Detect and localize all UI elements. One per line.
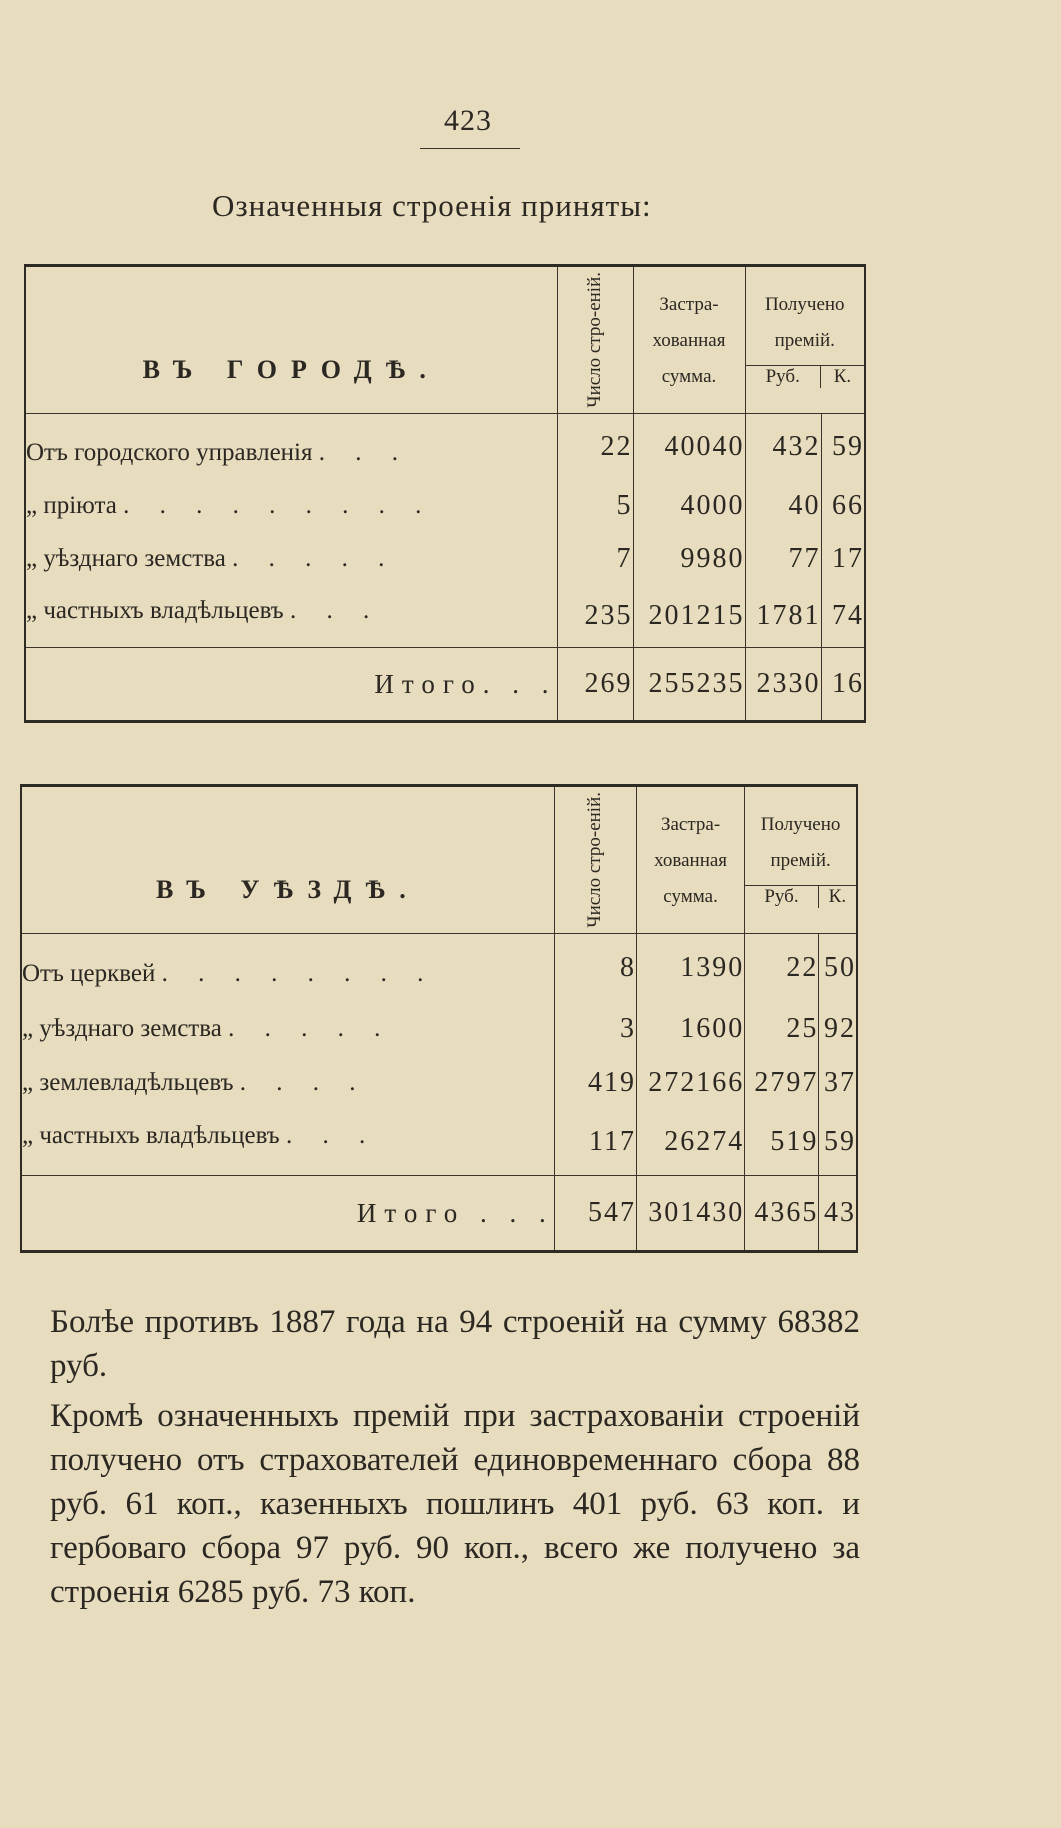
kop-cell: 50 <box>819 934 857 1002</box>
kop-cell: 92 <box>819 1002 857 1056</box>
header-count: Число стро-еній. <box>584 272 605 408</box>
row-dots: . . . <box>318 438 410 466</box>
count-cell: 117 <box>554 1110 636 1176</box>
header-kop: К. <box>818 886 856 908</box>
row-label: „ частныхъ владѣльцевъ <box>26 597 284 625</box>
kop-cell: 59 <box>819 1110 857 1176</box>
count-cell: 7 <box>557 532 633 586</box>
row-label: Отъ церквей <box>22 959 156 987</box>
table-row <box>25 586 865 648</box>
table-row <box>25 480 865 532</box>
row-label: Отъ городского управленія <box>26 438 313 466</box>
sum-cell: 4000 <box>633 480 745 532</box>
table-row <box>21 1002 857 1056</box>
header-sum-cell <box>633 266 745 414</box>
row-dots: . . . . <box>239 1068 368 1096</box>
county-section-title-cell <box>21 786 554 934</box>
header-premiums-cell <box>745 266 865 414</box>
total-row <box>25 648 865 722</box>
table-row <box>21 1110 857 1176</box>
sum-cell: 26274 <box>636 1110 744 1176</box>
county-table <box>20 784 858 1253</box>
rub-cell: 25 <box>745 1002 819 1056</box>
total-row <box>21 1176 857 1252</box>
kop-cell: 74 <box>821 586 865 648</box>
kop-cell: 37 <box>819 1056 857 1110</box>
count-cell: 235 <box>557 586 633 648</box>
row-dots: . . . . . . . . <box>161 959 436 987</box>
kop-cell: 17 <box>821 532 865 586</box>
total-kop: 16 <box>821 648 865 722</box>
header-rub: Руб. <box>764 886 799 907</box>
row-label: „ частныхъ владѣльцевъ <box>22 1122 280 1150</box>
count-cell: 8 <box>554 934 636 1002</box>
row-dots: . . . <box>290 597 382 625</box>
header-premiums: Получено премій. <box>764 294 845 351</box>
sum-cell: 272166 <box>636 1056 744 1110</box>
count-cell: 3 <box>554 1002 636 1056</box>
rub-cell: 77 <box>745 532 821 586</box>
sum-cell: 9980 <box>633 532 745 586</box>
rub-cell: 22 <box>745 934 819 1002</box>
intro-line: Означенныя строенія приняты: <box>212 188 652 223</box>
county-section-title: ВЪ УѢЗДѢ. <box>156 875 420 904</box>
total-sum: 301430 <box>636 1176 744 1252</box>
row-label: „ уѣзднаго земства <box>22 1014 222 1042</box>
city-section-title: ВЪ ГОРОДѢ. <box>142 355 440 384</box>
header-count-cell <box>557 266 633 414</box>
header-premiums: Получено премій. <box>760 814 841 871</box>
header-premiums-cell <box>745 786 857 934</box>
page-number: 423 <box>444 104 492 137</box>
count-cell: 5 <box>557 480 633 532</box>
total-label: Итого . . . <box>21 1176 554 1252</box>
rub-cell: 432 <box>745 414 821 480</box>
row-label: „ уѣзднаго земства <box>26 544 226 572</box>
row-dots: . . . . . <box>228 1014 393 1042</box>
page-number-rule <box>420 148 520 149</box>
count-cell: 419 <box>554 1056 636 1110</box>
rub-cell: 40 <box>745 480 821 532</box>
total-kop: 43 <box>819 1176 857 1252</box>
sum-cell: 1390 <box>636 934 744 1002</box>
header-count-cell <box>554 786 636 934</box>
table-row <box>21 934 857 1002</box>
row-dots: . . . <box>286 1122 378 1150</box>
sum-cell: 40040 <box>633 414 745 480</box>
total-label: Итого. . . <box>25 648 557 722</box>
rub-cell: 519 <box>745 1110 819 1176</box>
rub-cell: 1781 <box>745 586 821 648</box>
header-sum-cell <box>636 786 744 934</box>
header-count: Число стро-еній. <box>584 792 606 928</box>
header-kop: К. <box>820 366 864 388</box>
paragraph-2: Кромѣ означенныхъ премій при застрахованіи строеній получено отъ страхователей единовременнаго сбора 88 руб. 61 коп., казенныхъ пошлинъ 401 руб. 63 коп. и гербоваго сбора 97 руб. 90 коп., всего же получено за строенія 6285 руб. 73 коп. <box>50 1398 860 1610</box>
row-dots: . . . . . . . . . <box>123 491 434 519</box>
total-count: 269 <box>557 648 633 722</box>
total-rub: 4365 <box>745 1176 819 1252</box>
table-row <box>25 532 865 586</box>
row-label: „ землевладѣльцевъ <box>22 1068 234 1096</box>
count-cell: 22 <box>557 414 633 480</box>
sum-cell: 1600 <box>636 1002 744 1056</box>
sum-cell: 201215 <box>633 586 745 648</box>
header-insured-sum: Застра-хованная сумма. <box>652 294 726 387</box>
rub-cell: 2797 <box>745 1056 819 1110</box>
header-insured-sum: Застра-хованная сумма. <box>654 814 728 907</box>
total-count: 547 <box>554 1176 636 1252</box>
table-row <box>25 414 865 480</box>
table-row <box>21 1056 857 1110</box>
row-dots: . . . . . <box>232 544 397 572</box>
row-label: „ пріюта <box>26 491 117 519</box>
total-rub: 2330 <box>745 648 821 722</box>
city-section-title-cell <box>25 266 557 414</box>
kop-cell: 59 <box>821 414 865 480</box>
city-table <box>24 264 866 723</box>
total-sum: 255235 <box>633 648 745 722</box>
kop-cell: 66 <box>821 480 865 532</box>
header-rub: Руб. <box>765 366 800 387</box>
paragraph-1: Болѣе противъ 1887 года на 94 строеній на сумму 68382 руб. <box>50 1304 860 1384</box>
